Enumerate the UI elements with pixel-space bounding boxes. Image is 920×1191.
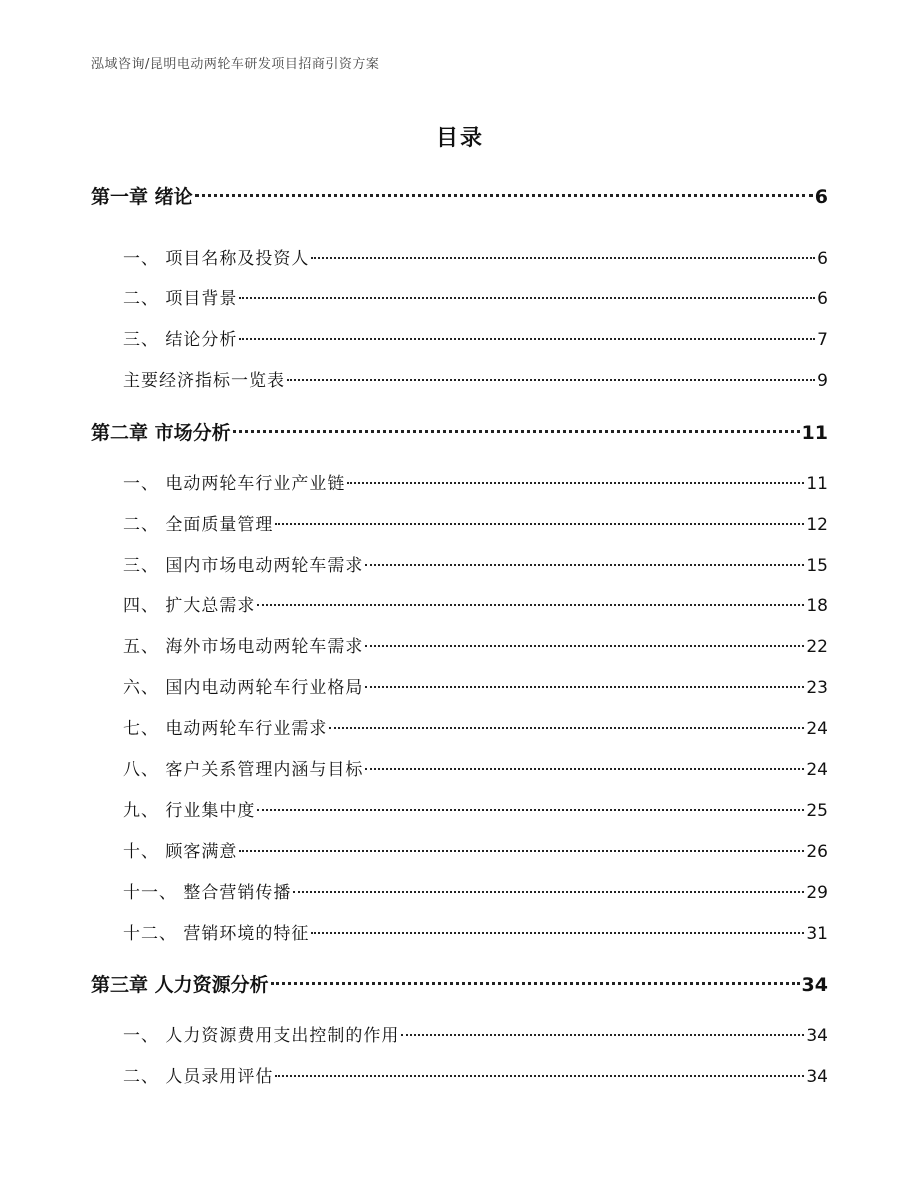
toc-entry-label: 第一章 绪论 [91, 186, 193, 208]
toc-entry-label: 二、 全面质量管理 [123, 515, 274, 535]
dot-leader [347, 482, 804, 484]
dot-leader [239, 338, 815, 340]
toc-entry[interactable] [123, 511, 828, 539]
toc-entry-page: 34 [801, 974, 828, 996]
toc-entry-label: 五、 海外市场电动两轮车需求 [123, 637, 364, 657]
toc-entry-label: 一、 项目名称及投资人 [123, 249, 310, 269]
toc-entry[interactable] [123, 797, 828, 825]
toc-entry[interactable] [123, 879, 828, 907]
dot-leader [195, 194, 813, 197]
dot-leader [257, 604, 804, 606]
toc-entry-label: 七、 电动两轮车行业需求 [123, 719, 328, 739]
toc-entry-page: 25 [806, 801, 828, 821]
toc-title: 目录 [435, 126, 484, 151]
toc-entry[interactable] [123, 245, 828, 273]
dot-leader [293, 891, 804, 893]
toc-entry[interactable] [123, 838, 828, 866]
toc-entry-page: 23 [806, 678, 828, 698]
toc-entry-page: 26 [806, 842, 828, 862]
toc-entry[interactable] [123, 1022, 828, 1050]
toc-entry-label: 九、 行业集中度 [123, 801, 256, 821]
toc-entry[interactable] [123, 1063, 828, 1091]
toc-entry[interactable] [123, 285, 828, 313]
dot-leader [311, 932, 804, 934]
toc-entry-page: 22 [806, 637, 828, 657]
toc-entry[interactable] [91, 971, 828, 999]
dot-leader [311, 257, 815, 259]
toc-entry-page: 15 [806, 556, 828, 576]
toc-entry-label: 一、 人力资源费用支出控制的作用 [123, 1026, 400, 1046]
toc-entry-page: 24 [806, 760, 828, 780]
toc-entry-label: 三、 国内市场电动两轮车需求 [123, 556, 364, 576]
dot-leader [271, 982, 800, 985]
dot-leader [401, 1034, 804, 1036]
toc-entry[interactable] [123, 592, 828, 620]
toc-entry-label: 二、 人员录用评估 [123, 1067, 274, 1087]
toc-entry[interactable] [123, 367, 828, 395]
toc-entry[interactable] [123, 552, 828, 580]
dot-leader [365, 686, 804, 688]
page-header: 泓域咨询/昆明电动两轮车研发项目招商引资方案 [91, 57, 380, 72]
toc-entry-page: 11 [806, 474, 828, 494]
toc-entry-label: 二、 项目背景 [123, 289, 238, 309]
toc-entry-page: 34 [806, 1067, 828, 1087]
toc-entry[interactable] [123, 756, 828, 784]
dot-leader [329, 727, 804, 729]
toc-entry-label: 第二章 市场分析 [91, 422, 231, 444]
dot-leader [275, 523, 804, 525]
dot-leader [239, 850, 804, 852]
dot-leader [365, 768, 804, 770]
toc-entry-label: 主要经济指标一览表 [123, 371, 285, 391]
toc-entry-page: 6 [817, 249, 828, 269]
toc-entry-page: 34 [806, 1026, 828, 1046]
dot-leader [233, 430, 800, 433]
toc-entry-page: 6 [814, 186, 828, 208]
toc-entry[interactable] [123, 326, 828, 354]
toc-entry[interactable] [123, 715, 828, 743]
toc-entry-page: 31 [806, 924, 828, 944]
toc-entry-label: 一、 电动两轮车行业产业链 [123, 474, 346, 494]
dot-leader [365, 564, 804, 566]
toc-entry-label: 三、 结论分析 [123, 330, 238, 350]
toc-entry-label: 第三章 人力资源分析 [91, 974, 269, 996]
toc-entry[interactable] [123, 920, 828, 948]
toc-entry[interactable] [91, 419, 828, 447]
toc-entry-label: 四、 扩大总需求 [123, 596, 256, 616]
toc-entry[interactable] [91, 183, 828, 211]
toc-entry-page: 12 [806, 515, 828, 535]
toc-entry-page: 29 [806, 883, 828, 903]
dot-leader [365, 645, 804, 647]
toc-entry[interactable] [123, 674, 828, 702]
toc-entry[interactable] [123, 470, 828, 498]
dot-leader [239, 297, 815, 299]
toc-entry-label: 十一、 整合营销传播 [123, 883, 292, 903]
toc-entry-page: 6 [817, 289, 828, 309]
toc-entry-page: 24 [806, 719, 828, 739]
dot-leader [257, 809, 804, 811]
toc-entry-label: 八、 客户关系管理内涵与目标 [123, 760, 364, 780]
toc-entry-page: 11 [801, 422, 828, 444]
toc-entry-page: 9 [817, 371, 828, 391]
toc-entry-page: 18 [806, 596, 828, 616]
toc-entry-label: 十、 顾客满意 [123, 842, 238, 862]
toc-entry-page: 7 [817, 330, 828, 350]
toc-entry-label: 六、 国内电动两轮车行业格局 [123, 678, 364, 698]
dot-leader [287, 379, 815, 381]
toc-entry[interactable] [123, 633, 828, 661]
dot-leader [275, 1075, 804, 1077]
toc-entry-label: 十二、 营销环境的特征 [123, 924, 310, 944]
